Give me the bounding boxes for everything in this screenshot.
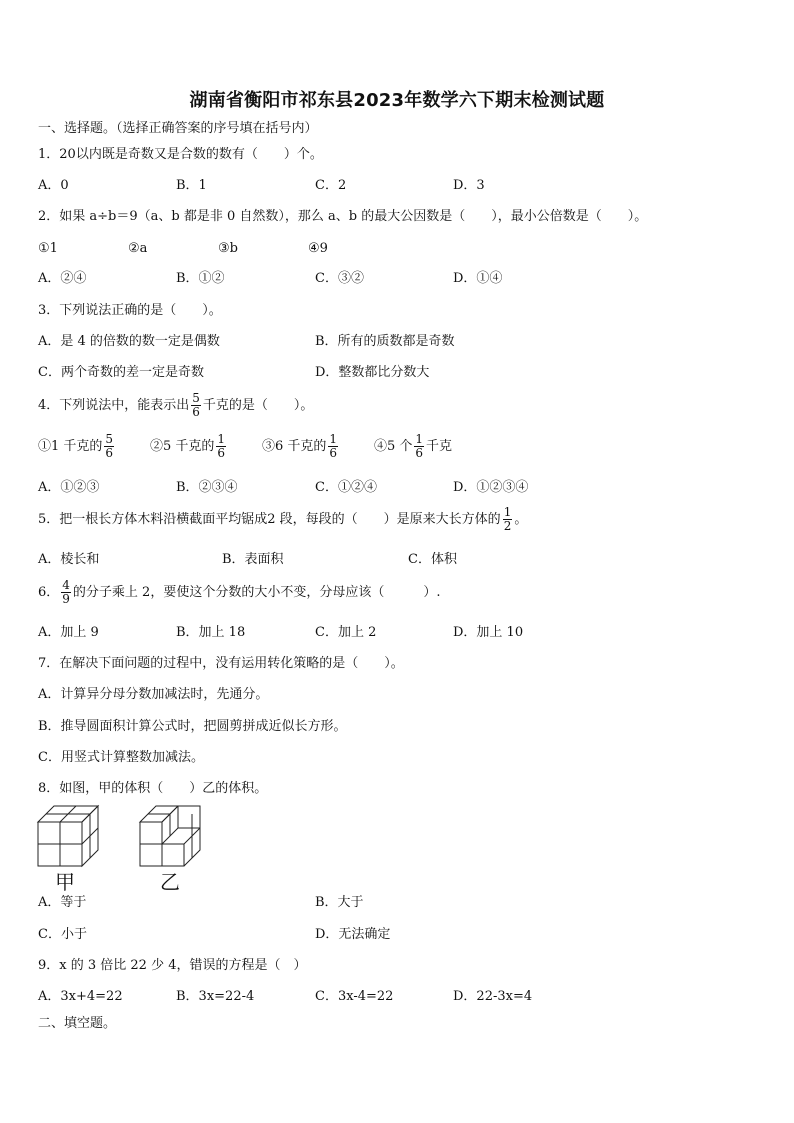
q6-option-d: D．加上 10 xyxy=(453,625,524,640)
q3-option-a: A．是 4 的倍数的数一定是偶数 xyxy=(38,334,220,349)
q2-stem: 2．如果 a÷b＝9（a、b 都是非 0 自然数），那么 a、b 的最大公因数是（ ），最小公倍数是（ ）。 xyxy=(38,209,648,224)
q4-stem-fraction: $\frac{5}{6}$ xyxy=(192,391,200,419)
q5-stem: 5．把一根长方体木料沿横截面平均锯成2 段，每段的（ ）是原来大长方体的 $\frac{1}{2}$ 。 xyxy=(38,505,528,533)
q9-option-b: B．3x=22-4 xyxy=(176,989,255,1004)
q7-stem: 7．在解决下面问题的过程中，没有运用转化策略的是（ ）。 xyxy=(38,656,404,671)
cube-figure-yi xyxy=(138,804,204,868)
q4-choice-2: ②5 千克的 $\frac{1}{6}$ xyxy=(150,432,226,460)
q2-option-a: A．②④ xyxy=(38,271,87,286)
q8-option-c: C．小于 xyxy=(38,927,87,942)
label-jia: 甲 xyxy=(55,870,75,894)
q4-option-b: B．②③④ xyxy=(176,480,238,495)
q7-option-b: B．推导圆面积计算公式时，把圆剪拼成近似长方形。 xyxy=(38,719,347,734)
q2-option-c: C．③② xyxy=(315,271,364,286)
q3-option-b: B．所有的质数都是奇数 xyxy=(315,334,455,349)
q3-option-d: D．整数都比分数大 xyxy=(315,365,430,380)
q4-choice-3: ③6 千克的 $\frac{1}{6}$ xyxy=(262,432,338,460)
cube-figure-jia xyxy=(36,804,102,868)
q4-choice-4: ④5 个 $\frac{1}{6}$ 千克 xyxy=(374,432,453,460)
q6-option-a: A．加上 9 xyxy=(38,625,99,640)
q9-option-d: D．22-3x=4 xyxy=(453,989,533,1004)
q2-option-d: D．①④ xyxy=(453,271,503,286)
section-1-heading: 一、选择题。（选择正确答案的序号填在括号内） xyxy=(38,121,318,136)
q3-stem: 3．下列说法正确的是（ ）。 xyxy=(38,303,222,318)
q4-choice-1: ①1 千克的 $\frac{5}{6}$ xyxy=(38,432,114,460)
q4-stem: 4．下列说法中，能表示出 $\frac{5}{6}$ 千克的是（ ）。 xyxy=(38,391,314,419)
q1-option-b: B．1 xyxy=(176,178,207,193)
q4-option-a: A．①②③ xyxy=(38,480,100,495)
q8-option-d: D．无法确定 xyxy=(315,927,391,942)
q4-option-d: D．①②③④ xyxy=(453,480,529,495)
q5-option-c: C．体积 xyxy=(408,552,457,567)
q5-option-a: A．棱长和 xyxy=(38,552,100,567)
q1-stem: 1．20以内既是奇数又是合数的数有（ ）个。 xyxy=(38,147,323,162)
q2-option-b: B．①② xyxy=(176,271,225,286)
q2-choice-4: ④9 xyxy=(308,241,328,256)
q2-choice-3: ③b xyxy=(218,241,238,256)
q4-option-c: C．①②④ xyxy=(315,480,377,495)
q1-option-a: A．0 xyxy=(38,178,69,193)
q6-option-c: C．加上 2 xyxy=(315,625,377,640)
q7-option-c: C．用竖式计算整数加减法。 xyxy=(38,750,204,765)
q8-stem: 8．如图，甲的体积（ ）乙的体积。 xyxy=(38,781,268,796)
q6-option-b: B．加上 18 xyxy=(176,625,246,640)
q1-option-d: D．3 xyxy=(453,178,485,193)
section-2-heading: 二、填空题。 xyxy=(38,1016,117,1031)
q1-option-c: C．2 xyxy=(315,178,347,193)
q3-option-c: C．两个奇数的差一定是奇数 xyxy=(38,365,204,380)
page-title: 湖南省衡阳市祁东县2023年数学六下期末检测试题 xyxy=(189,90,605,111)
label-yi: 乙 xyxy=(160,870,180,894)
q6-stem: 6． $\frac{4}{9}$ 的分子乘上 2，要使这个分数的大小不变，分母应该（ ）. xyxy=(38,578,441,606)
q8-option-b: B．大于 xyxy=(315,895,364,910)
q2-choice-1: ①1 xyxy=(38,241,58,256)
q9-stem: 9．x 的 3 倍比 22 少 4，错误的方程是（ ） xyxy=(38,958,307,973)
q2-choice-2: ②a xyxy=(128,241,148,256)
q5-option-b: B．表面积 xyxy=(222,552,284,567)
q9-option-a: A．3x+4=22 xyxy=(38,989,123,1004)
q8-option-a: A．等于 xyxy=(38,895,87,910)
q9-option-c: C．3x-4=22 xyxy=(315,989,394,1004)
q7-option-a: A．计算异分母分数加减法时，先通分。 xyxy=(38,687,269,702)
